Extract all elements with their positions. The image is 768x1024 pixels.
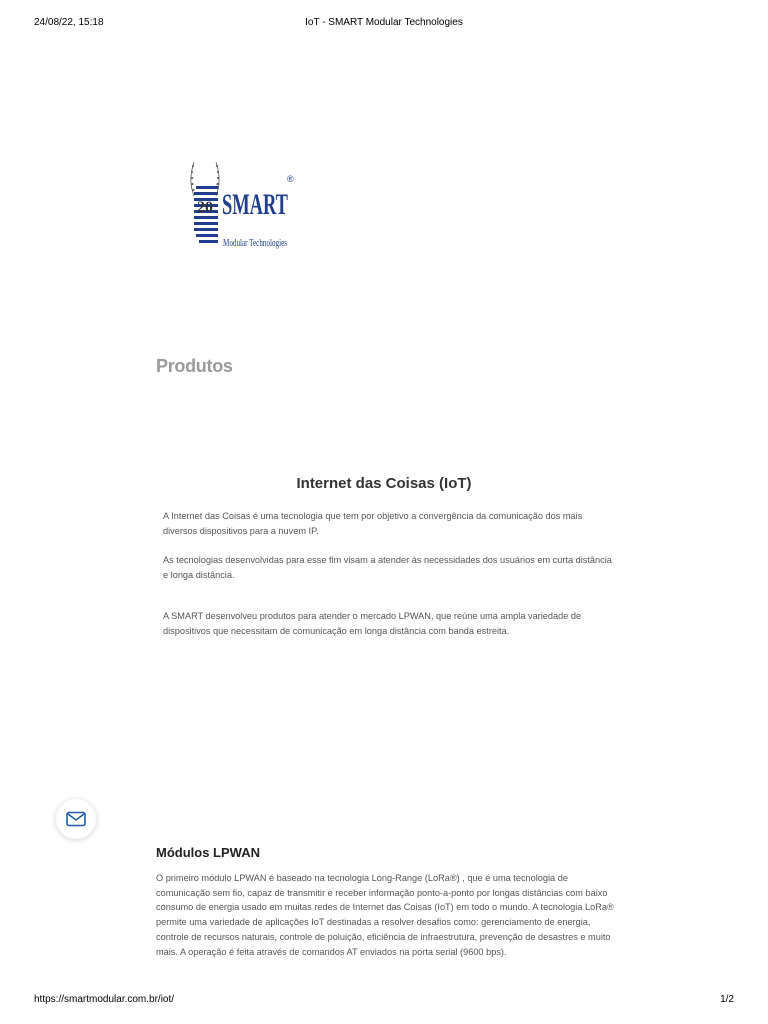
lpwan-title: Módulos LPWAN — [156, 845, 260, 860]
iot-paragraph-1: A Internet das Coisas é uma tecnologia que tem por objetivo a convergência da comunicação dos mais diversos dispositivos para a nuvem IP. — [163, 511, 583, 536]
logo-wordmark: SMART — [222, 188, 288, 221]
lpwan-paragraph: O primeiro módulo LPWAN é baseado na tecnologia Long-Range (LoRa®) , que é uma tecnologia de comunicação sem fio, capaz de transmitir e receber informação ponto-a-ponto por longas distâncias com baixo consumo de energia usado em muitas redes de Internet das Coisas (IoT) em todo o mundo. A tecnologia LoRa® permite uma variedade de aplicações IoT destinadas a resolver desafios como: gerenciamento de energia, controle de recursos naturais, controle de poluição, eficiência de infraestrutura, prevenção de desastres e muito mais. A operação é feita através de comandos AT enviados na porta serial (9600 bps). — [156, 873, 614, 957]
logo-subtitle: Modular Technologies — [223, 238, 287, 249]
logo-registered-mark: ® — [287, 174, 294, 184]
print-footer — [0, 994, 768, 1008]
contact-mail-button[interactable] — [56, 799, 96, 839]
products-heading: Produtos — [156, 356, 233, 376]
print-header — [0, 17, 768, 31]
mail-icon — [66, 811, 86, 827]
print-page-number: 1/2 — [720, 994, 734, 1005]
smart-logo[interactable] — [190, 156, 296, 252]
iot-paragraph-3: A SMART desenvolveu produtos para atender o mercado LPWAN, que reúne uma ampla variedade de dispositivos que necessitam de comunicação em longa distância com banda estreita. — [163, 611, 582, 636]
print-title: IoT - SMART Modular Technologies — [305, 17, 463, 28]
logo-years-text: 20 — [197, 199, 213, 216]
print-url: https://smartmodular.com.br/iot/ — [34, 994, 175, 1005]
smart-logo-image — [190, 156, 296, 252]
iot-title: Internet das Coisas (IoT) — [296, 475, 472, 492]
iot-paragraph-2: As tecnologias desenvolvidas para esse fim visam a atender às necessidades dos usuários em curta distância e longa distância. — [163, 555, 612, 580]
print-datetime: 24/08/22, 15:18 — [34, 17, 104, 28]
